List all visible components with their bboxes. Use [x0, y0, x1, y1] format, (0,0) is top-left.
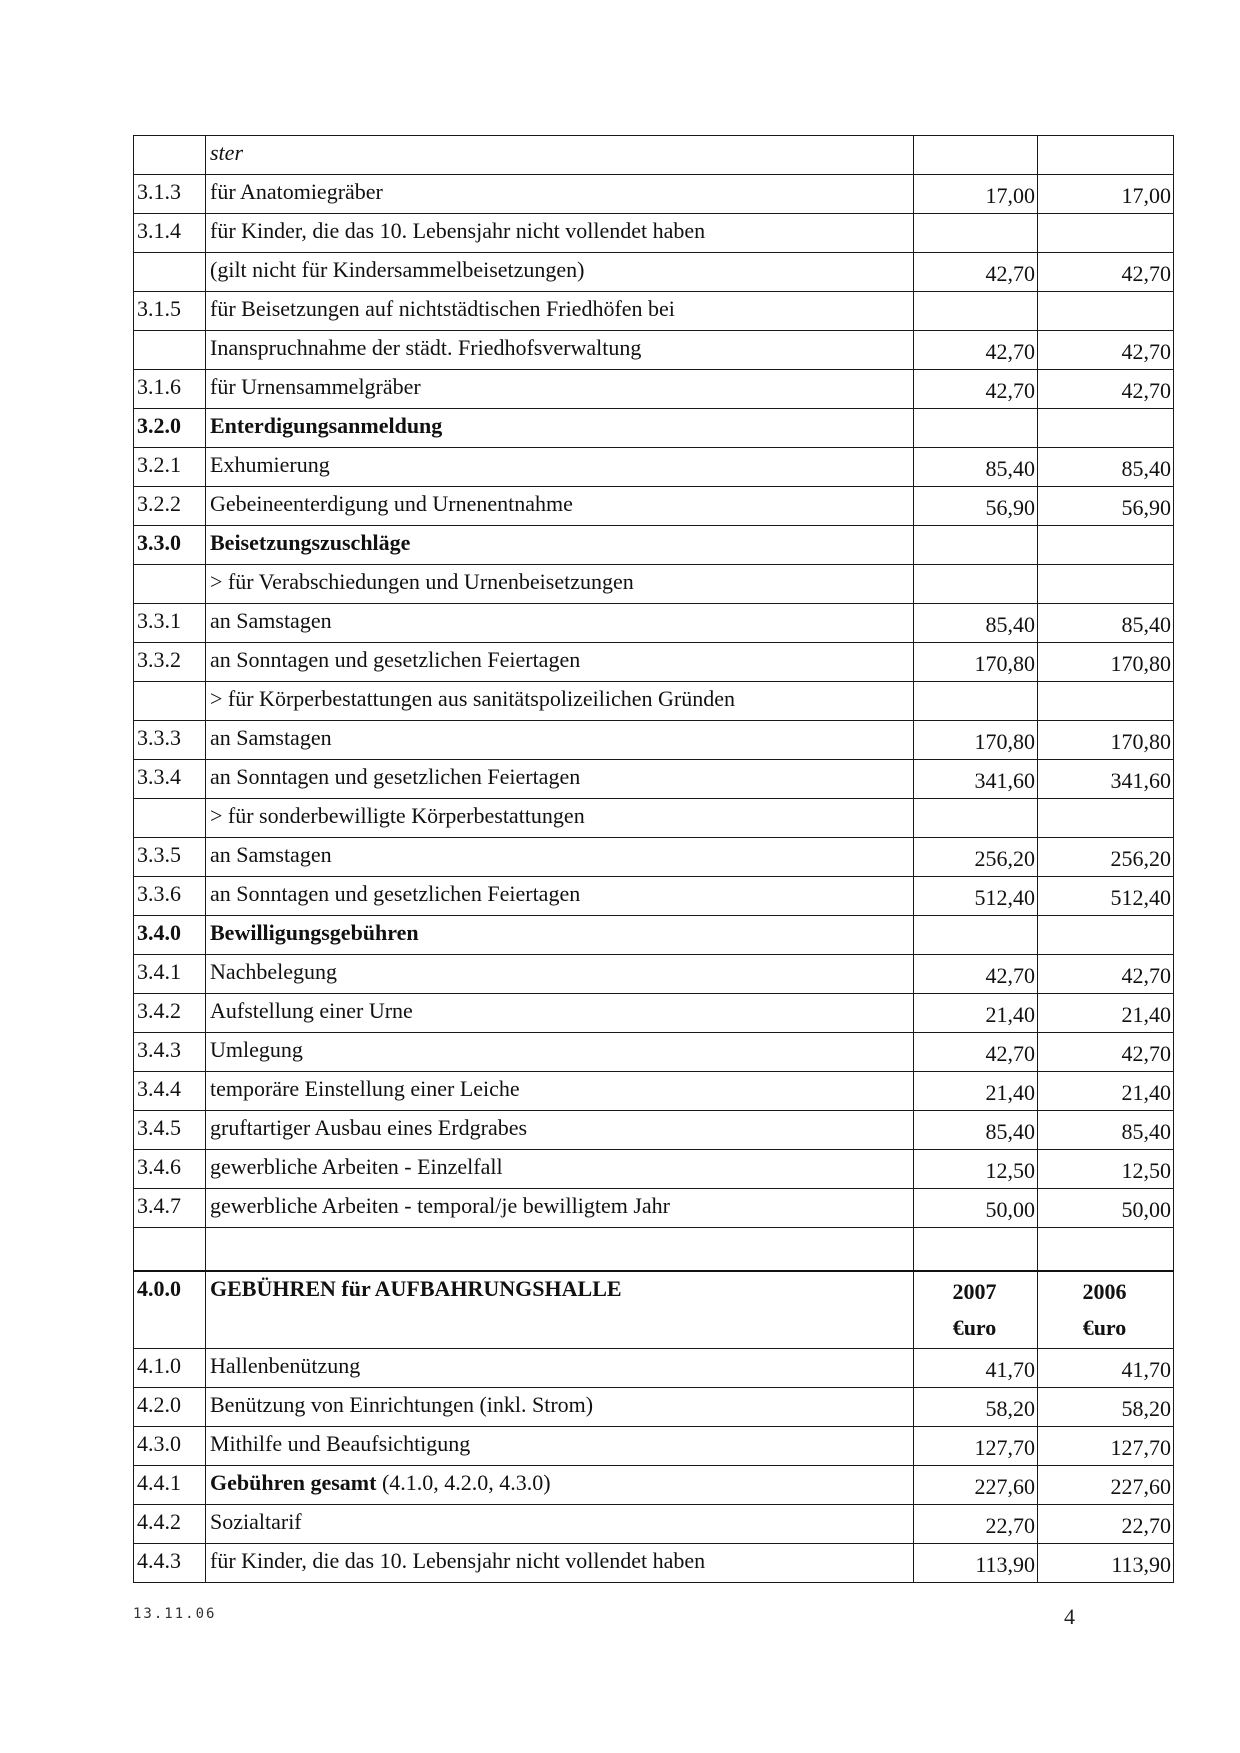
spacer-row: [134, 1228, 1174, 1272]
item-number: 3.2.0: [134, 409, 206, 448]
fee-2007: 56,90: [914, 487, 1038, 526]
item-description: [206, 1544, 914, 1583]
item-number: 3.3.3: [134, 721, 206, 760]
table-row: [134, 1150, 1174, 1189]
fee-2007: 85,40: [914, 1111, 1038, 1150]
item-description: Inanspruchnahme der städt. Friedhofsverwaltung: [206, 331, 914, 370]
fee-2006: 85,40: [1038, 604, 1174, 643]
fee-2006: [1038, 214, 1174, 253]
fee-2007: 42,70: [914, 1033, 1038, 1072]
item-description: an Samstagen: [206, 721, 914, 760]
fee-2006: 21,40: [1038, 1072, 1174, 1111]
item-number: 3.4.1: [134, 955, 206, 994]
item-description: Umlegung: [206, 1033, 914, 1072]
item-number: 3.3.5: [134, 838, 206, 877]
fee-2006: 42,70: [1038, 955, 1174, 994]
footer-date: 13.11.06: [133, 1606, 217, 1622]
fee-2006: 21,40: [1038, 994, 1174, 1033]
fee-2006: [1038, 799, 1174, 838]
fee-2007: 42,70: [914, 253, 1038, 292]
empty-cell: [914, 1228, 1038, 1272]
item-number: 3.4.3: [134, 1033, 206, 1072]
item-number: 3.4.5: [134, 1111, 206, 1150]
fee-2006: 341,60: [1038, 760, 1174, 799]
item-number: [134, 331, 206, 370]
item-number: 3.3.1: [134, 604, 206, 643]
table-row: [134, 487, 1174, 526]
item-number: [134, 253, 206, 292]
fee-2007: 12,50: [914, 1150, 1038, 1189]
item-description: (gilt nicht für Kindersammelbeisetzungen): [206, 253, 914, 292]
item-number: [134, 682, 206, 721]
fee-2006: [1038, 136, 1174, 175]
item-number: 3.1.3: [134, 175, 206, 214]
item-number: 3.1.4: [134, 214, 206, 253]
table-row: [134, 916, 1174, 955]
item-description: [206, 1427, 914, 1466]
currency-label: €uro: [1082, 1315, 1127, 1340]
year-header-2006: [1038, 1271, 1174, 1349]
fee-2006: 56,90: [1038, 487, 1174, 526]
table-row: [134, 409, 1174, 448]
item-number: 4.2.0: [134, 1388, 206, 1427]
item-number: 3.1.5: [134, 292, 206, 331]
fee-2006: [1038, 526, 1174, 565]
table-row: [134, 1466, 1174, 1505]
item-description: > für sonderbewilligte Körperbestattungen: [206, 799, 914, 838]
item-description: [206, 1505, 914, 1544]
table-row: [134, 721, 1174, 760]
table-row: [134, 136, 1174, 175]
item-description: [206, 1349, 914, 1388]
currency-label: €uro: [952, 1315, 997, 1340]
description-text: Mithilfe und Beaufsichtigung: [210, 1431, 471, 1456]
item-number: 4.1.0: [134, 1349, 206, 1388]
item-description: Bewilligungsgebühren: [206, 916, 914, 955]
item-number: 4.4.2: [134, 1505, 206, 1544]
item-number: 3.3.0: [134, 526, 206, 565]
fee-2006: 512,40: [1038, 877, 1174, 916]
fee-2007: 21,40: [914, 1072, 1038, 1111]
fee-2006: 113,90: [1038, 1544, 1174, 1583]
item-description: Nachbelegung: [206, 955, 914, 994]
item-description: für Kinder, die das 10. Lebensjahr nicht vollendet haben: [206, 214, 914, 253]
fee-2007: [914, 682, 1038, 721]
fee-2006: 170,80: [1038, 643, 1174, 682]
description-text: Sozialtarif: [210, 1509, 302, 1534]
table-row: [134, 1427, 1174, 1466]
item-description: Gebeineenterdigung und Urnenentnahme: [206, 487, 914, 526]
fee-2006: 41,70: [1038, 1349, 1174, 1388]
item-description: gruftartiger Ausbau eines Erdgrabes: [206, 1111, 914, 1150]
item-number: 3.1.6: [134, 370, 206, 409]
item-number: 4.3.0: [134, 1427, 206, 1466]
empty-cell: [1038, 1228, 1174, 1272]
item-number: 3.4.4: [134, 1072, 206, 1111]
fee-2007: [914, 799, 1038, 838]
fee-2006: [1038, 916, 1174, 955]
item-number: 3.3.4: [134, 760, 206, 799]
fee-2007: 41,70: [914, 1349, 1038, 1388]
fee-2006: [1038, 292, 1174, 331]
table-row: [134, 760, 1174, 799]
item-number: 4.4.3: [134, 1544, 206, 1583]
item-number: 3.3.2: [134, 643, 206, 682]
item-description: [206, 1388, 914, 1427]
description-text: Gebühren gesamt: [210, 1470, 377, 1495]
fee-2006: 42,70: [1038, 1033, 1174, 1072]
item-number: 3.4.2: [134, 994, 206, 1033]
fee-2007: [914, 565, 1038, 604]
fee-2007: 42,70: [914, 331, 1038, 370]
description-text: für Kinder, die das 10. Lebensjahr nicht vollendet haben: [210, 1548, 706, 1573]
year-label: 2007: [952, 1279, 997, 1304]
table-row: [134, 838, 1174, 877]
fee-2007: 21,40: [914, 994, 1038, 1033]
section-header-row: [134, 1271, 1174, 1349]
item-number: 3.4.0: [134, 916, 206, 955]
fee-2006: 22,70: [1038, 1505, 1174, 1544]
fee-2006: 170,80: [1038, 721, 1174, 760]
table-row: [134, 565, 1174, 604]
fee-2007: 85,40: [914, 448, 1038, 487]
fee-2006: [1038, 565, 1174, 604]
fee-2006: 58,20: [1038, 1388, 1174, 1427]
item-description: gewerbliche Arbeiten - Einzelfall: [206, 1150, 914, 1189]
fee-2007: 127,70: [914, 1427, 1038, 1466]
fee-2007: [914, 292, 1038, 331]
fee-2006: 42,70: [1038, 370, 1174, 409]
table-row: [134, 526, 1174, 565]
fee-2006: 127,70: [1038, 1427, 1174, 1466]
table-row: [134, 682, 1174, 721]
empty-cell: [206, 1228, 914, 1272]
fee-2006: 17,00: [1038, 175, 1174, 214]
table-row: [134, 1505, 1174, 1544]
table-row: [134, 643, 1174, 682]
fee-2007: 170,80: [914, 643, 1038, 682]
fee-2007: 227,60: [914, 1466, 1038, 1505]
fee-2007: [914, 526, 1038, 565]
fee-2007: [914, 214, 1038, 253]
section-number: 4.0.0: [134, 1271, 206, 1349]
table-row: [134, 331, 1174, 370]
item-description: an Samstagen: [206, 838, 914, 877]
item-description: [206, 1466, 914, 1505]
fee-2007: 256,20: [914, 838, 1038, 877]
fee-2007: 42,70: [914, 370, 1038, 409]
fee-2007: 50,00: [914, 1189, 1038, 1228]
table-row: [134, 1544, 1174, 1583]
fee-2006: [1038, 682, 1174, 721]
fee-2007: 17,00: [914, 175, 1038, 214]
item-description: temporäre Einstellung einer Leiche: [206, 1072, 914, 1111]
item-number: 4.4.1: [134, 1466, 206, 1505]
table-row: [134, 1033, 1174, 1072]
item-number: 3.4.7: [134, 1189, 206, 1228]
fee-2007: [914, 916, 1038, 955]
description-text: Benützung von Einrichtungen (inkl. Strom): [210, 1392, 594, 1417]
item-number: [134, 565, 206, 604]
item-number: 3.2.1: [134, 448, 206, 487]
table-row: [134, 877, 1174, 916]
fee-2007: 22,70: [914, 1505, 1038, 1544]
item-description: > für Verabschiedungen und Urnenbeisetzungen: [206, 565, 914, 604]
item-description: gewerbliche Arbeiten - temporal/je bewilligtem Jahr: [206, 1189, 914, 1228]
fee-2006: 12,50: [1038, 1150, 1174, 1189]
item-description: für Anatomiegräber: [206, 175, 914, 214]
item-number: 3.4.6: [134, 1150, 206, 1189]
table-row: [134, 214, 1174, 253]
item-description: Exhumierung: [206, 448, 914, 487]
fee-2006: 42,70: [1038, 253, 1174, 292]
item-description: Beisetzungszuschläge: [206, 526, 914, 565]
fee-2006: 85,40: [1038, 1111, 1174, 1150]
table-row: [134, 994, 1174, 1033]
item-description: für Urnensammelgräber: [206, 370, 914, 409]
page-number: 4: [1064, 1604, 1075, 1629]
table-row: [134, 1072, 1174, 1111]
item-number: 3.2.2: [134, 487, 206, 526]
description-suffix: (4.1.0, 4.2.0, 4.3.0): [376, 1470, 551, 1495]
table-row: [134, 253, 1174, 292]
table-row: [134, 604, 1174, 643]
fee-2007: 42,70: [914, 955, 1038, 994]
fee-table-body: [134, 136, 1174, 1583]
table-row: [134, 955, 1174, 994]
item-description: > für Körperbestattungen aus sanitätspolizeilichen Gründen: [206, 682, 914, 721]
table-row: [134, 1349, 1174, 1388]
empty-cell: [134, 1228, 206, 1272]
table-row: [134, 370, 1174, 409]
fee-table: [133, 135, 1174, 1583]
fee-2006: 50,00: [1038, 1189, 1174, 1228]
table-row: [134, 1388, 1174, 1427]
fee-2006: 227,60: [1038, 1466, 1174, 1505]
item-number: [134, 136, 206, 175]
fee-2006: 256,20: [1038, 838, 1174, 877]
description-text: Hallenbenützung: [210, 1353, 361, 1378]
item-description: Enterdigungsanmeldung: [206, 409, 914, 448]
year-header-2007: [914, 1271, 1038, 1349]
item-description: für Beisetzungen auf nichtstädtischen Friedhöfen bei: [206, 292, 914, 331]
fee-2007: [914, 136, 1038, 175]
table-row: [134, 1111, 1174, 1150]
fee-2007: 341,60: [914, 760, 1038, 799]
item-description: an Samstagen: [206, 604, 914, 643]
item-description: Aufstellung einer Urne: [206, 994, 914, 1033]
fee-2006: [1038, 409, 1174, 448]
item-description: an Sonntagen und gesetzlichen Feiertagen: [206, 760, 914, 799]
section-title: GEBÜHREN für AUFBAHRUNGSHALLE: [206, 1271, 914, 1349]
item-description: ster: [206, 136, 914, 175]
year-label: 2006: [1082, 1279, 1127, 1304]
item-description: an Sonntagen und gesetzlichen Feiertagen: [206, 643, 914, 682]
item-number: 3.3.6: [134, 877, 206, 916]
fee-2006: 42,70: [1038, 331, 1174, 370]
table-row: [134, 448, 1174, 487]
table-row: [134, 1189, 1174, 1228]
fee-2007: 512,40: [914, 877, 1038, 916]
table-row: [134, 175, 1174, 214]
fee-2007: 85,40: [914, 604, 1038, 643]
fee-2007: 113,90: [914, 1544, 1038, 1583]
fee-2007: 58,20: [914, 1388, 1038, 1427]
fee-2006: 85,40: [1038, 448, 1174, 487]
fee-2007: [914, 409, 1038, 448]
item-description: an Sonntagen und gesetzlichen Feiertagen: [206, 877, 914, 916]
item-number: [134, 799, 206, 838]
fee-2007: 170,80: [914, 721, 1038, 760]
table-row: [134, 799, 1174, 838]
table-row: [134, 292, 1174, 331]
